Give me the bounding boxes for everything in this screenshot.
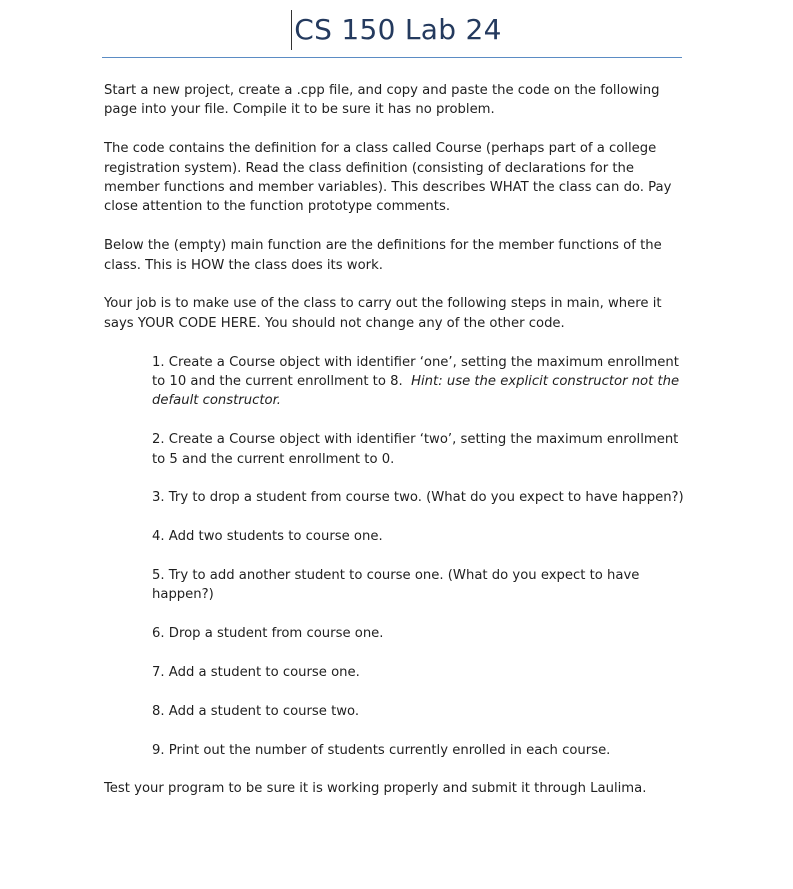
step-item [152,566,687,605]
document-body [104,81,684,799]
paragraph-job: Your job is to make use of the class to carry out the following steps in main, where it says YOUR CODE HERE. You should not change any of the other code. [104,296,662,331]
step-number: 9. [152,742,165,758]
step-number: 8. [152,703,165,719]
step-text: Add two students to course one. [168,529,383,545]
step-item [152,527,687,546]
steps-list [152,353,687,760]
step-item [152,624,687,643]
paragraph-intro: Start a new project, create a .cpp file, and copy and paste the code on the following page into your file. Compile it to be sure it has no problem. [104,83,660,118]
step-text: Try to drop a student from course two. (What do you expect to have happen?) [168,490,684,506]
step-item [152,663,687,682]
step-number: 6. [152,626,165,642]
title-underline [102,57,682,58]
step-text: Add a student to course two. [168,703,360,719]
step-text: Create a Course object with identifier ‘one’, setting the maximum enrollment to 10 and the current enrollment to 8. [152,354,679,390]
step-number: 7. [152,665,165,681]
title-container [0,10,793,50]
step-number: 1. [152,354,165,370]
step-item [152,353,687,411]
step-item [152,702,687,721]
step-number: 5. [152,568,165,584]
step-number: 3. [152,490,165,506]
step-hint: Hint: use the explicit constructor not the default constructor. [152,374,680,409]
step-text: Try to add another student to course one. (What do you expect to have happen?) [152,568,640,603]
step-number: 4. [152,529,165,545]
step-text: Drop a student from course one. [168,626,384,642]
paragraph-class-description: The code contains the definition for a class called Course (perhaps part of a college registration system). Read the class definition (consisting of declarations for the member functions and member variables). This describes WHAT the class can do. Pay close attention to the function prototype comments. [104,141,672,215]
paragraph-closing: Test your program to be sure it is working properly and submit it through Laulima. [104,781,647,797]
step-text: Print out the number of students currently enrolled in each course. [168,742,611,758]
step-item [152,430,687,469]
paragraph-member-functions: Below the (empty) main function are the definitions for the member functions of the class. This is HOW the class does its work. [104,238,662,273]
step-text: Create a Course object with identifier ‘two’, setting the maximum enrollment to 5 and the current enrollment to 0. [152,432,679,467]
step-number: 2. [152,432,165,448]
step-item [152,488,687,507]
step-item [152,741,687,760]
step-text: Add a student to course one. [168,665,360,681]
document-title: CS 150 Lab 24 [291,10,502,50]
